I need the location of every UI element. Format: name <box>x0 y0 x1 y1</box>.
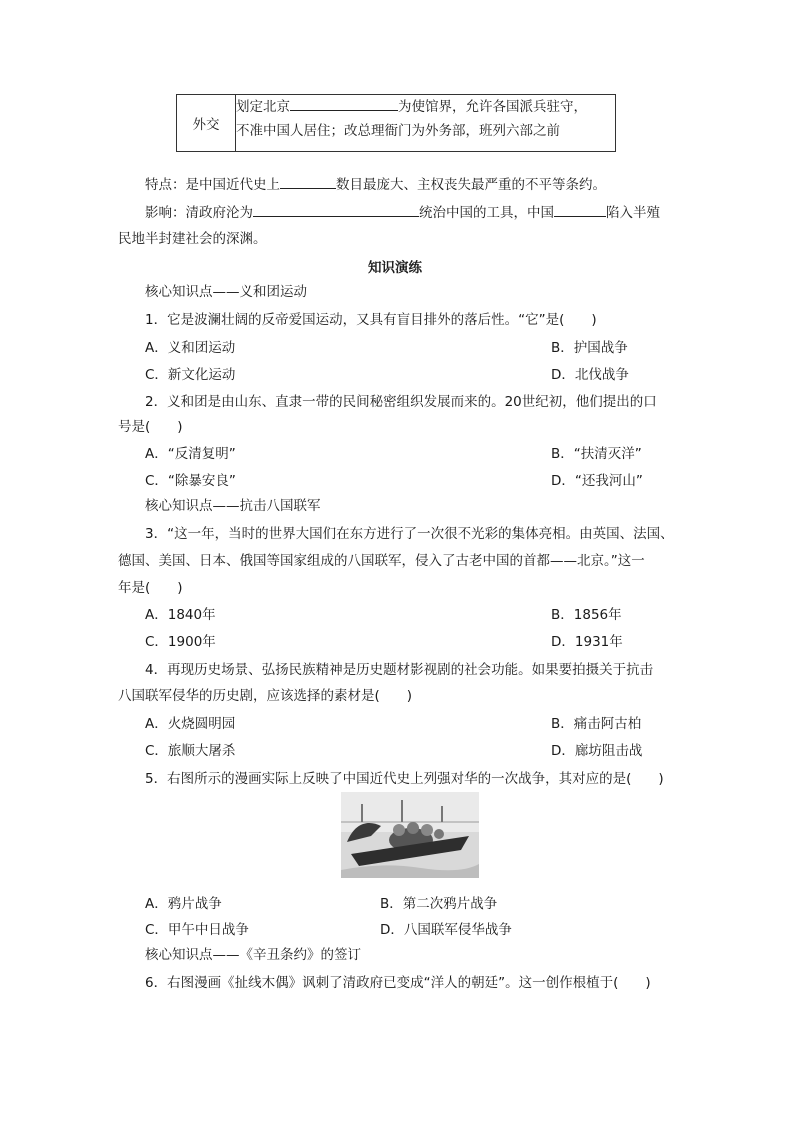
question-2-stem-line-2: 号是( ) <box>118 419 183 435</box>
fill-blank[interactable] <box>253 202 419 217</box>
question-3-stem-line-1: 3．“这一年，当时的世界大国们在东方进行了一次很不光彩的集体亮相。由英国、法国、 <box>145 526 674 542</box>
q1-option-c[interactable]: C．新文化运动 <box>145 367 236 383</box>
q1-option-d[interactable]: D．北伐战争 <box>551 367 629 383</box>
question-1-stem: 1．它是波澜壮阔的反帝爱国运动，又具有盲目排外的落后性。“它”是( ) <box>145 312 597 328</box>
question-4-stem-line-2: 八国联军侵华的历史剧，应该选择的素材是( ) <box>118 688 413 704</box>
q4-option-d[interactable]: D．廊坊阻击战 <box>551 743 643 759</box>
question-5-stem: 5．右图所示的漫画实际上反映了中国近代史上列强对华的一次战争，其对应的是( ) <box>145 771 664 787</box>
knowledge-point-3: 核心知识点——《辛丑条约》的签订 <box>145 947 361 963</box>
q5-option-b[interactable]: B．第二次鸦片战争 <box>380 896 498 912</box>
q2-option-a[interactable]: A．“反清复明” <box>145 446 236 462</box>
q4-option-c[interactable]: C．旅顺大屠杀 <box>145 743 236 759</box>
q3-option-a[interactable]: A．1840年 <box>145 607 216 623</box>
fill-blank[interactable] <box>290 96 398 111</box>
impact-line-1: 影响：清政府沦为 统治中国的工具，中国 陷入半殖 <box>145 201 660 221</box>
cartoon-image <box>341 792 479 878</box>
fill-in-table <box>176 94 616 152</box>
knowledge-point-2: 核心知识点——抗击八国联军 <box>145 498 321 514</box>
table-line-1: 划定北京 为使馆界，允许各国派兵驻守， <box>236 95 615 119</box>
table-line-2: 不准中国人居住；改总理衙门为外务部，班列六部之前 <box>236 123 560 139</box>
q3-option-b[interactable]: B．1856年 <box>551 607 622 623</box>
q5-option-d[interactable]: D．八国联军侵华战争 <box>380 922 512 938</box>
question-6-stem: 6．右图漫画《扯线木偶》讽刺了清政府已变成“洋人的朝廷”。这一创作根植于( ) <box>145 975 651 991</box>
q2-option-d[interactable]: D．“还我河山” <box>551 473 643 489</box>
q5-option-c[interactable]: C．甲午中日战争 <box>145 922 249 938</box>
q4-option-b[interactable]: B．痛击阿古柏 <box>551 716 642 732</box>
question-3-stem-line-3: 年是( ) <box>118 580 183 596</box>
q3-option-d[interactable]: D．1931年 <box>551 634 623 650</box>
table-header-cell: 外交 <box>177 95 236 152</box>
q5-option-a[interactable]: A．鸦片战争 <box>145 896 222 912</box>
table-content-cell <box>236 95 616 152</box>
section-title: 知识演练 <box>368 260 422 276</box>
q4-option-a[interactable]: A．火烧圆明园 <box>145 716 236 732</box>
impact-line-2: 民地半封建社会的深渊。 <box>118 231 267 247</box>
feature-line: 特点：是中国近代史上 数目最庞大、主权丧失最严重的不平等条约。 <box>145 173 606 193</box>
q2-option-b[interactable]: B．“扶清灭洋” <box>551 446 642 462</box>
fill-blank[interactable] <box>280 174 336 189</box>
question-2-stem-line-1: 2．义和团是由山东、直隶一带的民间秘密组织发展而来的。20世纪初，他们提出的口 <box>145 394 657 410</box>
q2-option-c[interactable]: C．“除暴安良” <box>145 473 236 489</box>
fill-blank[interactable] <box>554 202 606 217</box>
q3-option-c[interactable]: C．1900年 <box>145 634 216 650</box>
question-3-stem-line-2: 德国、美国、日本、俄国等国家组成的八国联军，侵入了古老中国的首都——北京。”这一 <box>118 553 645 569</box>
q1-option-b[interactable]: B．护国战争 <box>551 340 628 356</box>
question-4-stem-line-1: 4．再现历史场景、弘扬民族精神是历史题材影视剧的社会功能。如果要拍摄关于抗击 <box>145 662 654 678</box>
knowledge-point-1: 核心知识点——义和团运动 <box>145 284 307 300</box>
q1-option-a[interactable]: A．义和团运动 <box>145 340 236 356</box>
